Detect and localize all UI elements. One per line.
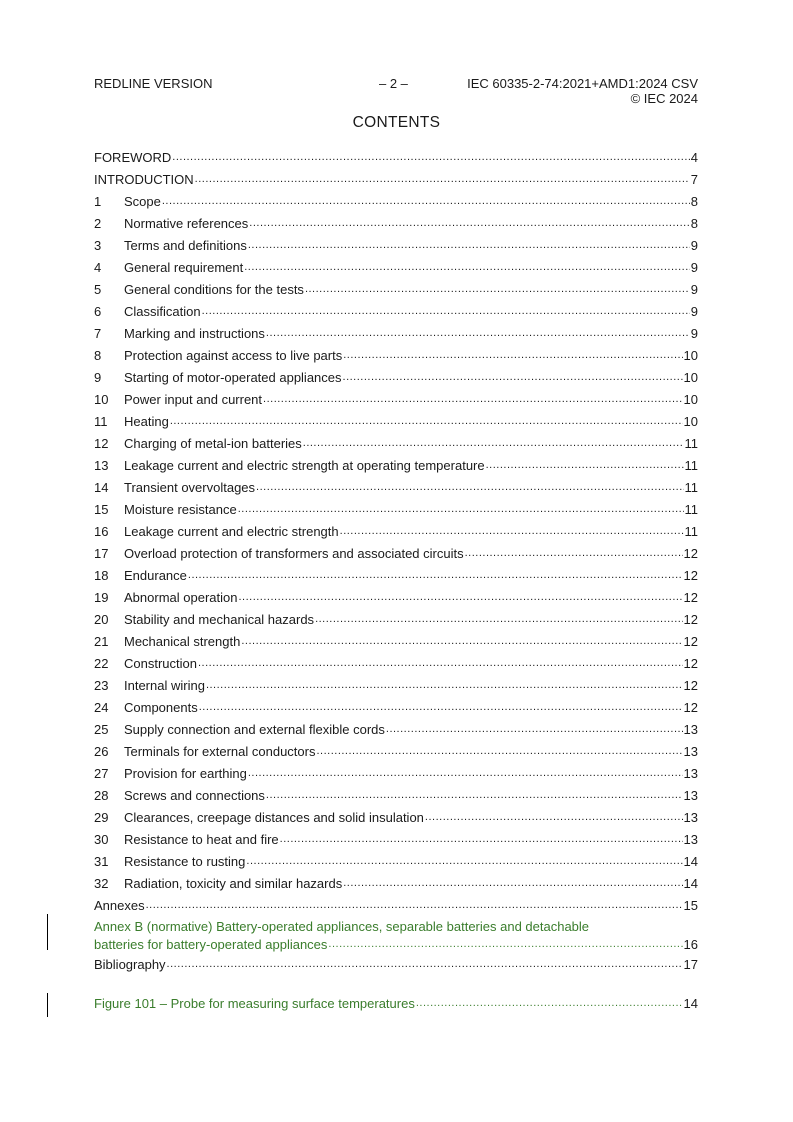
- toc-entry-number: 20: [94, 611, 109, 627]
- toc-entry-page: 7: [690, 171, 698, 187]
- toc-entry-number: 31: [94, 853, 109, 869]
- toc-entry-number: 29: [94, 809, 109, 825]
- toc-entry-number: 6: [94, 303, 102, 319]
- toc-entry-number: 15: [94, 501, 109, 517]
- toc-entry-clause[interactable]: [94, 740, 698, 762]
- toc-entry-clause[interactable]: [94, 784, 698, 806]
- toc-leader-dots: [340, 525, 684, 537]
- toc-entry-label: Supply connection and external flexible cords: [124, 721, 385, 737]
- toc-entry-label: Overload protection of transformers and associated circuits: [124, 545, 464, 561]
- toc-leader-dots: [303, 437, 684, 449]
- toc-entry-page: 12: [683, 677, 698, 693]
- toc-entry-number: 4: [94, 259, 102, 275]
- toc-entry-introduction[interactable]: [94, 168, 698, 190]
- toc-entry-label: Starting of motor-operated appliances: [124, 369, 342, 385]
- header-version-label: REDLINE VERSION: [94, 76, 213, 91]
- toc-entry-number: 5: [94, 281, 102, 297]
- toc-entry-label: FOREWORD: [94, 149, 172, 165]
- toc-entry-label: Provision for earthing: [124, 765, 247, 781]
- toc-entry-label: Terminals for external conductors: [124, 743, 316, 759]
- toc-entry-clause[interactable]: [94, 564, 698, 586]
- toc-entry-page: 13: [683, 831, 698, 847]
- toc-entry-page: 17: [683, 956, 698, 972]
- toc-leader-dots: [425, 811, 683, 823]
- toc-entry-label: Classification: [124, 303, 201, 319]
- toc-entry-page: 13: [683, 721, 698, 737]
- toc-entry-clause[interactable]: [94, 762, 698, 784]
- change-bar-annex: [47, 914, 48, 950]
- toc-entry-label: Bibliography: [94, 956, 166, 972]
- toc-entry-label: Transient overvoltages: [124, 479, 256, 495]
- page-title: CONTENTS: [352, 114, 441, 131]
- toc-entry-page: 13: [683, 809, 698, 825]
- toc-entry-number: 16: [94, 523, 109, 539]
- toc-entry-label: Stability and mechanical hazards: [124, 611, 315, 627]
- toc-entry-page: 12: [683, 611, 698, 627]
- toc-entry-label: Leakage current and electric strength: [124, 523, 339, 539]
- toc-entry-number: 19: [94, 589, 109, 605]
- toc-leader-dots: [162, 195, 690, 207]
- toc-entry-label: Internal wiring: [124, 677, 205, 693]
- toc-entry-clause[interactable]: [94, 806, 698, 828]
- toc-entry-label: Construction: [124, 655, 197, 671]
- toc-entry-number: 1: [94, 193, 102, 209]
- toc-leader-dots: [305, 283, 690, 295]
- toc-leader-dots: [416, 997, 683, 1009]
- toc-entry-label: Leakage current and electric strength at operating temperature: [124, 457, 485, 473]
- toc-entry-clause[interactable]: [94, 652, 698, 674]
- toc-entry-page: 12: [683, 633, 698, 649]
- toc-entry-page: 11: [684, 523, 698, 539]
- toc-entry-label: General requirement: [124, 259, 244, 275]
- toc-entry-page: 11: [684, 435, 698, 451]
- toc-entry-label: General conditions for the tests: [124, 281, 304, 297]
- toc-leader-dots: [206, 679, 683, 691]
- toc-leader-dots: [343, 877, 682, 889]
- toc-entry-number: 11: [94, 413, 108, 429]
- toc-entry-label: Screws and connections: [124, 787, 265, 803]
- toc-entry-number: 3: [94, 237, 102, 253]
- toc-leader-dots: [256, 481, 683, 493]
- toc-leader-dots: [249, 217, 689, 229]
- toc-leader-dots: [266, 327, 690, 339]
- toc-entry-page: 13: [683, 743, 698, 759]
- toc-entry-page: 13: [683, 765, 698, 781]
- toc-entry-annex-b[interactable]: [94, 919, 698, 953]
- toc-leader-dots: [248, 767, 683, 779]
- toc-entry-page: 11: [684, 457, 698, 473]
- toc-entry-label: Normative references: [124, 215, 249, 231]
- toc-entry-page: 11: [684, 479, 698, 495]
- toc-entry-page: 9: [690, 303, 698, 319]
- toc-leader-dots: [238, 503, 684, 515]
- toc-entry-page: 14: [683, 875, 698, 891]
- toc-entry-page: 15: [683, 897, 698, 913]
- toc-leader-dots: [248, 239, 690, 251]
- toc-leader-dots: [198, 657, 683, 669]
- toc-entry-page: 14: [683, 995, 698, 1011]
- toc-entry-label: Heating: [124, 413, 169, 429]
- toc-entry-number: 10: [94, 391, 109, 407]
- toc-entry-label: Resistance to heat and fire: [124, 831, 279, 847]
- toc-entry-label: Resistance to rusting: [124, 853, 246, 869]
- toc-entry-clause[interactable]: [94, 410, 698, 432]
- toc-entry-clause[interactable]: [94, 520, 698, 542]
- toc-entry-page: 8: [690, 215, 698, 231]
- toc-entry-number: 2: [94, 215, 102, 231]
- toc-entry-bibliography[interactable]: [94, 953, 698, 975]
- toc-entry-number: 9: [94, 369, 102, 385]
- toc-entry-number: 30: [94, 831, 109, 847]
- toc-entry-label: Marking and instructions: [124, 325, 265, 341]
- toc-entry-page: 12: [683, 655, 698, 671]
- toc-entry-clause[interactable]: [94, 212, 698, 234]
- toc-entry-clause[interactable]: [94, 476, 698, 498]
- toc-entry-clause[interactable]: [94, 828, 698, 850]
- toc-leader-dots: [199, 701, 683, 713]
- toc-leader-dots: [146, 899, 683, 911]
- toc-entry-page: 16: [683, 936, 698, 952]
- toc-entry-label: INTRODUCTION: [94, 171, 194, 187]
- toc-entry-clause[interactable]: [94, 278, 698, 300]
- change-bar-figure: [47, 993, 48, 1017]
- toc-entry-number: 7: [94, 325, 102, 341]
- toc-entry-clause[interactable]: [94, 498, 698, 520]
- list-of-figures: [94, 992, 698, 1014]
- toc-leader-dots: [315, 613, 682, 625]
- toc-entry-label: Power input and current: [124, 391, 263, 407]
- toc-entry-clause[interactable]: [94, 256, 698, 278]
- toc-entry-clause[interactable]: [94, 344, 698, 366]
- toc-leader-dots: [328, 938, 682, 950]
- toc-entry-clause[interactable]: [94, 696, 698, 718]
- toc-entry-number: 17: [94, 545, 109, 561]
- table-of-contents: [94, 146, 698, 975]
- toc-entry-number: 13: [94, 457, 109, 473]
- toc-entry-page: 10: [683, 391, 698, 407]
- toc-entry-label: Figure 101 – Probe for measuring surface temperatures: [94, 995, 415, 1011]
- toc-entry-label: Charging of metal-ion batteries: [124, 435, 302, 451]
- toc-leader-dots: [167, 958, 683, 970]
- toc-entry-page: 10: [683, 369, 698, 385]
- toc-entry-label: Annexes: [94, 897, 145, 913]
- toc-entry-number: 21: [94, 633, 109, 649]
- toc-entry-clause[interactable]: [94, 586, 698, 608]
- toc-entry-clause[interactable]: [94, 608, 698, 630]
- toc-entry-label: Mechanical strength: [124, 633, 241, 649]
- toc-entry-page: 9: [690, 325, 698, 341]
- toc-entry-page: 13: [683, 787, 698, 803]
- toc-entry-label-line1: Annex B (normative) Battery-operated appliances, separable batteries and detachable: [94, 919, 590, 934]
- toc-entry-page: 9: [690, 259, 698, 275]
- toc-entry-label: Scope: [124, 193, 161, 209]
- toc-entry-clause[interactable]: [94, 542, 698, 564]
- toc-entry-number: 26: [94, 743, 109, 759]
- toc-entry-page: 12: [683, 699, 698, 715]
- toc-entry-label-line2: batteries for battery-operated appliances: [94, 936, 328, 952]
- toc-leader-dots: [486, 459, 684, 471]
- toc-entry-label: Protection against access to live parts: [124, 347, 343, 363]
- toc-leader-dots: [266, 789, 683, 801]
- toc-entry-clause[interactable]: [94, 432, 698, 454]
- clause-list: [94, 190, 698, 894]
- toc-entry-clause[interactable]: [94, 366, 698, 388]
- toc-leader-dots: [465, 547, 683, 559]
- toc-entry-clause[interactable]: [94, 300, 698, 322]
- toc-entry-label: Moisture resistance: [124, 501, 237, 517]
- toc-entry-page: 10: [683, 413, 698, 429]
- toc-entry-label: Clearances, creepage distances and solid insulation: [124, 809, 424, 825]
- toc-entry-page: 4: [690, 149, 698, 165]
- toc-entry-number: 22: [94, 655, 109, 671]
- toc-leader-dots: [170, 415, 683, 427]
- toc-leader-dots: [246, 855, 682, 867]
- toc-entry-clause[interactable]: [94, 234, 698, 256]
- toc-entry-number: 8: [94, 347, 102, 363]
- toc-entry-clause[interactable]: [94, 872, 698, 894]
- toc-entry-number: 23: [94, 677, 109, 693]
- toc-entry-annex-b-line2: [94, 935, 698, 953]
- toc-entry-number: 24: [94, 699, 109, 715]
- toc-leader-dots: [188, 569, 683, 581]
- header-copyright: © IEC 2024: [630, 91, 698, 106]
- toc-entry-page: 12: [683, 545, 698, 561]
- toc-entry-number: 27: [94, 765, 109, 781]
- toc-leader-dots: [202, 305, 690, 317]
- toc-entry-page: 10: [683, 347, 698, 363]
- toc-leader-dots: [244, 261, 690, 273]
- toc-entry-number: 18: [94, 567, 109, 583]
- toc-entry-clause[interactable]: [94, 850, 698, 872]
- toc-entry-clause[interactable]: [94, 718, 698, 740]
- toc-entry-number: 32: [94, 875, 109, 891]
- toc-leader-dots: [316, 745, 682, 757]
- toc-entry-clause[interactable]: [94, 190, 698, 212]
- toc-entry-page: 9: [690, 237, 698, 253]
- toc-entry-label: Abnormal operation: [124, 589, 238, 605]
- toc-leader-dots: [172, 151, 689, 163]
- toc-entry-clause[interactable]: [94, 322, 698, 344]
- toc-entry-label: Radiation, toxicity and similar hazards: [124, 875, 343, 891]
- toc-entry-clause[interactable]: [94, 388, 698, 410]
- toc-entry-label: Endurance: [124, 567, 187, 583]
- toc-entry-page: 12: [683, 567, 698, 583]
- toc-leader-dots: [343, 349, 682, 361]
- toc-entry-page: 11: [684, 501, 698, 517]
- toc-leader-dots: [386, 723, 683, 735]
- toc-entry-number: 25: [94, 721, 109, 737]
- toc-leader-dots: [238, 591, 682, 603]
- header-page-number: – 2 –: [379, 76, 408, 91]
- toc-entry-label: Terms and definitions: [124, 237, 247, 253]
- toc-entry-foreword[interactable]: [94, 146, 698, 168]
- toc-leader-dots: [343, 371, 683, 383]
- toc-entry-clause[interactable]: [94, 454, 698, 476]
- toc-entry-number: 14: [94, 479, 109, 495]
- toc-entry-label: Components: [124, 699, 198, 715]
- header-standard-id: IEC 60335-2-74:2021+AMD1:2024 CSV: [467, 76, 698, 91]
- toc-leader-dots: [241, 635, 682, 647]
- toc-entry-annexes[interactable]: [94, 894, 698, 916]
- toc-entry-page: 8: [690, 193, 698, 209]
- toc-entry-page: 14: [683, 853, 698, 869]
- toc-entry-number: 12: [94, 435, 109, 451]
- toc-entry-figure-101[interactable]: [94, 992, 698, 1014]
- toc-leader-dots: [195, 173, 690, 185]
- toc-entry-clause[interactable]: [94, 630, 698, 652]
- toc-leader-dots: [280, 833, 683, 845]
- toc-entry-page: 12: [683, 589, 698, 605]
- toc-leader-dots: [263, 393, 683, 405]
- toc-entry-clause[interactable]: [94, 674, 698, 696]
- toc-entry-number: 28: [94, 787, 109, 803]
- toc-entry-page: 9: [690, 281, 698, 297]
